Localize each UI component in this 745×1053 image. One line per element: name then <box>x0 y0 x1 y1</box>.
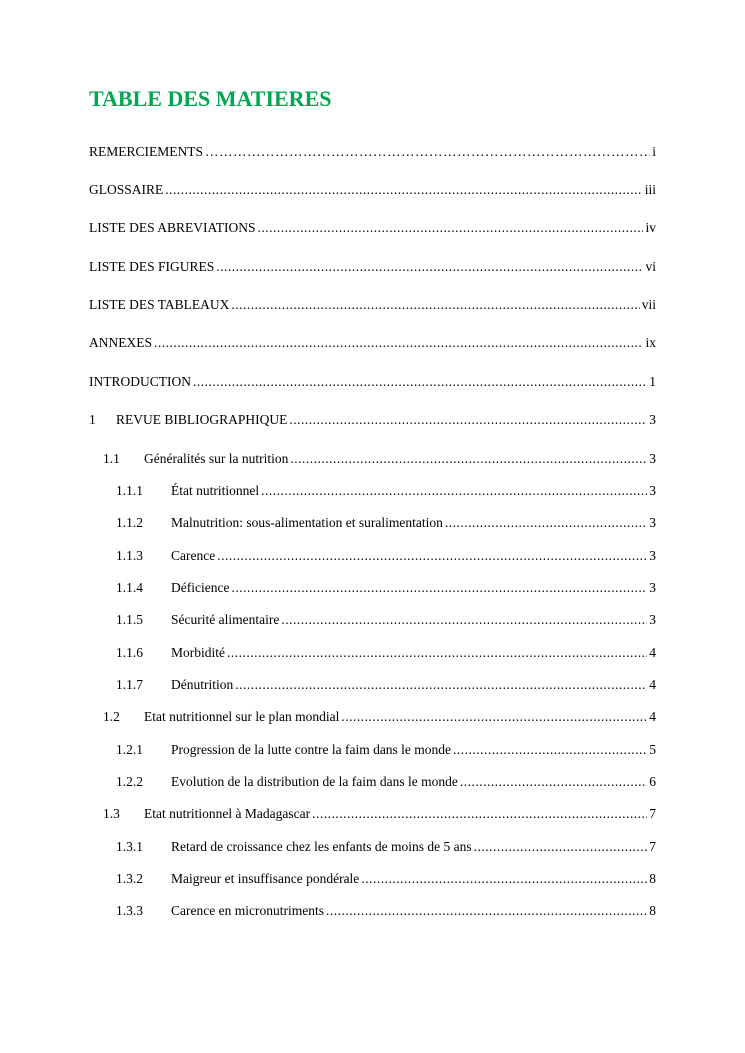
toc-leader-dots <box>231 295 639 315</box>
toc-entry-label: LISTE DES ABREVIATIONS <box>89 220 256 235</box>
toc-entry-section-1-3-3[interactable] <box>116 901 656 921</box>
toc-page-number: 4 <box>649 645 656 660</box>
toc-entry-label: LISTE DES TABLEAUX <box>89 297 230 312</box>
toc-leader-dots <box>165 180 642 200</box>
toc-section-number: 1.1.4 <box>116 580 143 595</box>
toc-leader-dots <box>341 707 647 727</box>
toc-section-number: 1 <box>89 412 96 427</box>
toc-section-number: 1.3.2 <box>116 871 143 886</box>
toc-section-number: 1.1 <box>103 451 120 466</box>
toc-page-number: 8 <box>649 903 656 918</box>
toc-leader-dots <box>231 578 647 598</box>
toc-page-number: 7 <box>649 806 656 821</box>
toc-entry-label: Carence en micronutriments <box>171 903 324 918</box>
toc-page-number: 4 <box>649 709 656 724</box>
toc-section-number: 1.2 <box>103 709 120 724</box>
toc-entry-section-1-2-1[interactable] <box>116 740 656 760</box>
toc-page-number: iv <box>645 220 656 235</box>
toc-entry-label: Morbidité <box>171 645 225 660</box>
toc-entry-label: LISTE DES FIGURES <box>89 259 215 274</box>
toc-entry-chapter-1[interactable] <box>89 410 656 430</box>
toc-entry-label: Maigreur et insuffisance pondérale <box>171 871 360 886</box>
toc-leader-dots <box>227 643 647 663</box>
toc-entry-glossaire[interactable] <box>89 180 656 200</box>
toc-entry-label: Sécurité alimentaire <box>171 612 280 627</box>
toc-entry-label: Etat nutritionnel à Madagascar <box>144 806 311 821</box>
toc-section-number: 1.1.7 <box>116 677 143 692</box>
toc-entry-remerciements[interactable] <box>89 142 656 162</box>
toc-page-number: ix <box>645 335 656 350</box>
toc-entry-section-1-1-6[interactable] <box>116 643 656 663</box>
toc-entry-label: Carence <box>171 548 216 563</box>
toc-entry-label: Progression de la lutte contre la faim dans le monde <box>171 742 452 757</box>
toc-entry-label: Dénutrition <box>171 677 234 692</box>
toc-section-number: 1.2.1 <box>116 742 143 757</box>
toc-entry-label: Malnutrition: sous-alimentation et suralimentation <box>171 515 443 530</box>
toc-leader-dots <box>289 410 647 430</box>
toc-entry-label: REVUE BIBLIOGRAPHIQUE <box>116 412 288 427</box>
toc-entry-introduction[interactable] <box>89 372 656 392</box>
toc-leader-dots <box>261 481 647 501</box>
toc-page-number: vii <box>641 297 656 312</box>
toc-entry-section-1-3-2[interactable] <box>116 869 656 889</box>
toc-section-number: 1.1.2 <box>116 515 143 530</box>
toc-leader-dots <box>326 901 647 921</box>
toc-entry-annexes[interactable] <box>89 333 656 353</box>
toc-entry-abreviations[interactable] <box>89 218 656 238</box>
toc-section-number: 1.1.5 <box>116 612 143 627</box>
toc-leader-dots <box>445 513 647 533</box>
toc-entry-label: INTRODUCTION <box>89 374 191 389</box>
toc-page-number: i <box>652 144 656 159</box>
toc-page-number: 8 <box>649 871 656 886</box>
toc-page-number: 3 <box>649 515 656 530</box>
toc-entry-section-1-1-2[interactable] <box>116 513 656 533</box>
toc-leader-dots <box>205 142 650 162</box>
toc-leader-dots <box>312 804 647 824</box>
toc-leader-dots <box>258 218 644 238</box>
toc-entry-label: Retard de croissance chez les enfants de moins de 5 ans <box>171 839 472 854</box>
toc-entry-label: État nutritionnel <box>171 483 260 498</box>
toc-section-number: 1.1.3 <box>116 548 143 563</box>
toc-entry-label: Généralités sur la nutrition <box>144 451 289 466</box>
toc-page-number: 3 <box>649 483 656 498</box>
toc-leader-dots <box>216 257 643 277</box>
toc-leader-dots <box>474 837 648 857</box>
toc-entry-section-1-1[interactable] <box>103 449 656 469</box>
toc-section-number: 1.3.1 <box>116 839 143 854</box>
toc-entry-label: Evolution de la distribution de la faim dans le monde <box>171 774 458 789</box>
toc-entry-label: Etat nutritionnel sur le plan mondial <box>144 709 340 724</box>
toc-leader-dots <box>361 869 647 889</box>
toc-section-number: 1.3.3 <box>116 903 143 918</box>
toc-page-number: 3 <box>649 612 656 627</box>
toc-page-number: 3 <box>649 580 656 595</box>
toc-section-number: 1.2.2 <box>116 774 143 789</box>
toc-entry-label: Déficience <box>171 580 230 595</box>
toc-entry-section-1-1-4[interactable] <box>116 578 656 598</box>
toc-leader-dots <box>460 772 647 792</box>
toc-page-number: 3 <box>649 548 656 563</box>
toc-section-number: 1.1.6 <box>116 645 143 660</box>
toc-entry-tableaux[interactable] <box>89 295 656 315</box>
toc-entry-section-1-1-3[interactable] <box>116 546 656 566</box>
toc-leader-dots <box>281 610 647 630</box>
toc-leader-dots <box>235 675 647 695</box>
toc-page-number: iii <box>644 182 656 197</box>
toc-entry-section-1-1-1[interactable] <box>116 481 656 501</box>
toc-page-number: 7 <box>649 839 656 854</box>
toc-entry-figures[interactable] <box>89 257 656 277</box>
toc-leader-dots <box>217 546 647 566</box>
toc-entry-label: REMERCIEMENTS <box>89 144 204 159</box>
toc-entry-section-1-3[interactable] <box>103 804 656 824</box>
toc-page-number: 3 <box>649 451 656 466</box>
toc-leader-dots <box>193 372 647 392</box>
toc-entry-section-1-2[interactable] <box>103 707 656 727</box>
toc-page-number: vi <box>645 259 656 274</box>
page-title: TABLE DES MATIERES <box>89 86 332 111</box>
toc-entry-label: GLOSSAIRE <box>89 182 164 197</box>
toc-entry-section-1-1-7[interactable] <box>116 675 656 695</box>
toc-page-number: 1 <box>649 374 656 389</box>
toc-leader-dots <box>290 449 647 469</box>
toc-page-number: 5 <box>649 742 656 757</box>
toc-leader-dots <box>154 333 643 353</box>
toc-page-number: 6 <box>649 774 656 789</box>
toc-page-number: 3 <box>649 412 656 427</box>
toc-entry-label: ANNEXES <box>89 335 152 350</box>
toc-entry-section-1-2-2[interactable] <box>116 772 656 792</box>
toc-entry-section-1-1-5[interactable] <box>116 610 656 630</box>
toc-page-number: 4 <box>649 677 656 692</box>
toc-entry-section-1-3-1[interactable] <box>116 837 656 857</box>
toc-leader-dots <box>453 740 647 760</box>
toc-section-number: 1.1.1 <box>116 483 143 498</box>
toc-section-number: 1.3 <box>103 806 120 821</box>
